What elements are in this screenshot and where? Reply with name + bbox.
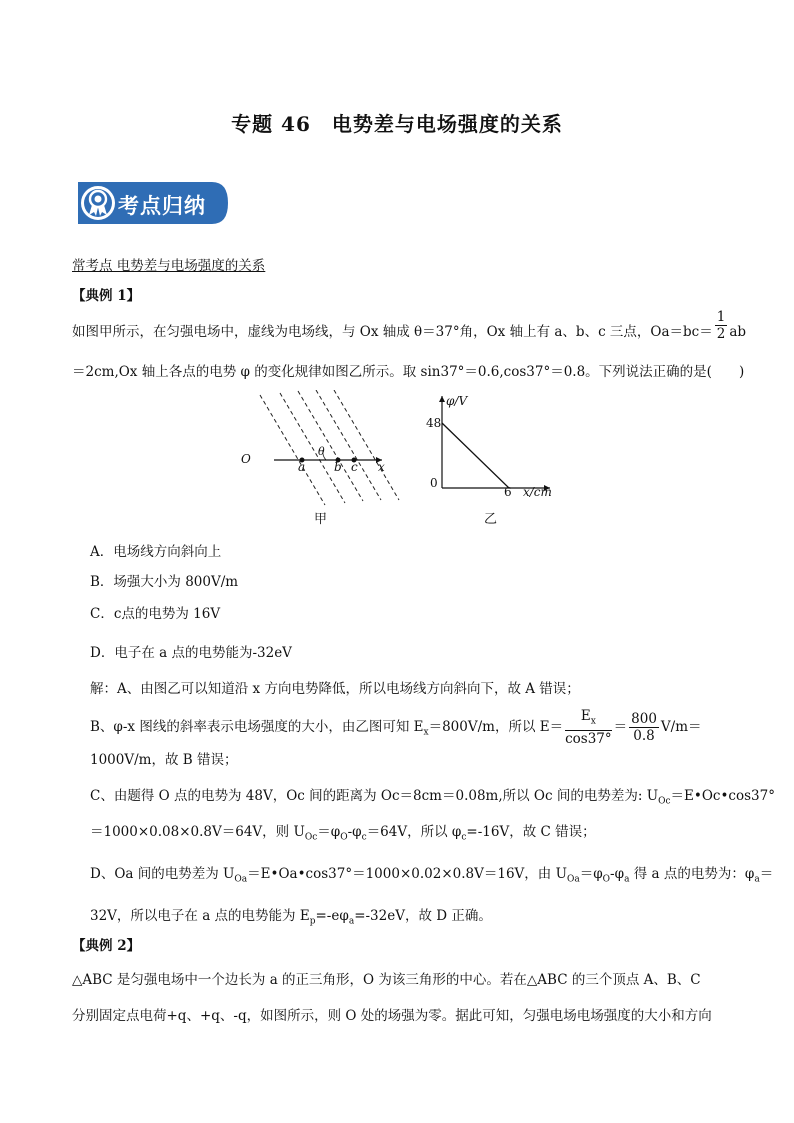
- fraction-denominator: 2: [716, 326, 726, 342]
- sol-text: -φ: [347, 824, 362, 840]
- jia-point-a: a: [298, 460, 306, 474]
- phi-x-line: [442, 423, 509, 488]
- sol-text: =-32eV，故 D 正确。: [354, 908, 492, 924]
- sol-text: B、φ-x 图线的斜率表示电场强度的大小，由乙图可知 E: [90, 718, 424, 735]
- sol-sub: Oa: [234, 874, 248, 885]
- sol-text: ＝E•Oa•cos37°＝1000×0.02×0.8V＝16V，由 U: [247, 866, 567, 882]
- example2-header: 【典例 2】: [72, 938, 141, 954]
- sol-text: ＝φ: [317, 824, 341, 840]
- sol-text: ＝E•Oc•cos37°: [670, 788, 775, 804]
- yi-y-tick: 48: [426, 416, 442, 430]
- yi-ylabel: φ/V: [446, 394, 468, 408]
- option-b: B．场强大小为 800V/m: [90, 574, 239, 590]
- sol-sub: Oc: [304, 832, 318, 843]
- example2-line1: △ABC 是匀强电场中一个边长为 a 的正三角形，O 为该三角形的中心。若在△ABC 的三个顶点 A、B、C: [72, 972, 701, 988]
- topic-heading: 常考点 电势差与电场强度的关系: [72, 258, 266, 274]
- sol-text: ＝: [613, 718, 628, 735]
- sol-sub: Oc: [658, 796, 671, 807]
- sol-sub: Oa: [566, 874, 580, 885]
- sol-sub: c: [461, 832, 467, 843]
- figure-yi-graph: [420, 390, 570, 500]
- sol-text: ＝φ: [579, 866, 603, 882]
- sol-sub: O: [602, 874, 611, 885]
- option-c: C．c点的电势为 16V: [90, 606, 221, 622]
- sol-sub: p: [309, 916, 316, 927]
- fraction-half: [715, 309, 728, 342]
- example2-line2: 分别固定点电荷+q、+q、-q，如图所示，则 O 处的场强为零。据此可知，匀强电场电场强度的大小和方向: [72, 1008, 712, 1024]
- jia-origin-label: O: [241, 452, 251, 466]
- yi-origin: 0: [430, 476, 438, 490]
- solution-d-line1: [90, 862, 773, 885]
- yi-xlabel: x/cm: [523, 485, 552, 499]
- solution-b-line1: [90, 708, 702, 747]
- jia-point-c: c: [351, 460, 358, 474]
- ribbon-badge-icon: [86, 189, 110, 217]
- sol-sub: a: [754, 874, 760, 885]
- figure-jia-caption: 甲: [314, 512, 328, 527]
- option-d: D．电子在 a 点的电势能为-32eV: [90, 645, 292, 661]
- sol-text: =-eφ: [315, 908, 349, 924]
- fraction-numerator: 1: [716, 309, 726, 325]
- solution-d-line2: [90, 904, 492, 927]
- sol-text: V/m＝: [660, 718, 702, 735]
- example1-header: 【典例 1】: [72, 288, 141, 304]
- option-a: A．电场线方向斜向上: [90, 544, 222, 560]
- figure-jia-field-lines: [250, 390, 400, 510]
- sol-text: ＝800V/m，所以 E＝: [428, 718, 564, 735]
- frac-num: E: [580, 708, 591, 724]
- sol-text: ＝64V，所以 φ: [366, 824, 462, 840]
- frac-num: 800: [631, 710, 657, 727]
- frac-num-sub: x: [590, 716, 596, 727]
- sol-text: ＝1000×0.08×0.8V＝64V，则 U: [90, 824, 305, 840]
- solution-c-line1: [90, 784, 775, 807]
- sol-text: 得 a 点的电势为：φ: [629, 866, 755, 882]
- sol-sub: c: [361, 832, 367, 843]
- question-text: 如图甲所示，在匀强电场中，虚线为电场线，与 Ox 轴成 θ＝37°角，Ox 轴上有 a、b、c 三点，Oa＝bc＝: [72, 324, 713, 340]
- sol-sub: a: [348, 916, 355, 927]
- figure-yi-caption: 乙: [484, 512, 498, 527]
- solution-c-line2: [90, 820, 596, 843]
- frac-den: 0.8: [633, 727, 655, 744]
- sol-text: =-16V，故 C 错误；: [466, 824, 596, 840]
- solution-a: 解：A、由图乙可以知道沿 x 方向电势降低，所以电场线方向斜向下，故 A 错误；: [90, 681, 580, 697]
- jia-point-b: b: [334, 460, 342, 474]
- question-text-end: ab: [729, 324, 747, 340]
- yi-x-tick: 6: [504, 485, 512, 499]
- fraction-800-08: [629, 711, 659, 744]
- sol-text: -φ: [610, 866, 625, 882]
- sol-sub: O: [340, 832, 348, 843]
- sol-sub: a: [624, 874, 630, 885]
- sol-text: C、由题得 O 点的电势为 48V，Oc 间的距离为 Oc＝8cm＝0.08m,所以 Oc 间的电势差为: U: [90, 788, 659, 804]
- fraction-ex-cos: [565, 708, 612, 747]
- sol-sub: x: [423, 727, 429, 738]
- solution-b-line2: 1000V/m，故 B 错误；: [90, 752, 238, 768]
- jia-angle-theta: θ: [318, 445, 325, 458]
- sol-text: 32V，所以电子在 a 点的电势能为 E: [90, 908, 310, 924]
- sol-text: ＝: [759, 866, 774, 882]
- page-title: 专题 46 电势差与电场强度的关系: [231, 112, 563, 136]
- jia-axis-x: x: [378, 460, 385, 474]
- frac-den: cos37°: [565, 730, 612, 747]
- example1-question-line2: ＝2cm,Ox 轴上各点的电势 φ 的变化规律如图乙所示。取 sin37°＝0.6,cos37°＝0.8。下列说法正确的是( ): [72, 364, 745, 380]
- banner-label: 考点归纳: [118, 194, 206, 218]
- example1-question-line1: [72, 309, 747, 342]
- sol-text: D、Oa 间的电势差为 U: [90, 866, 235, 882]
